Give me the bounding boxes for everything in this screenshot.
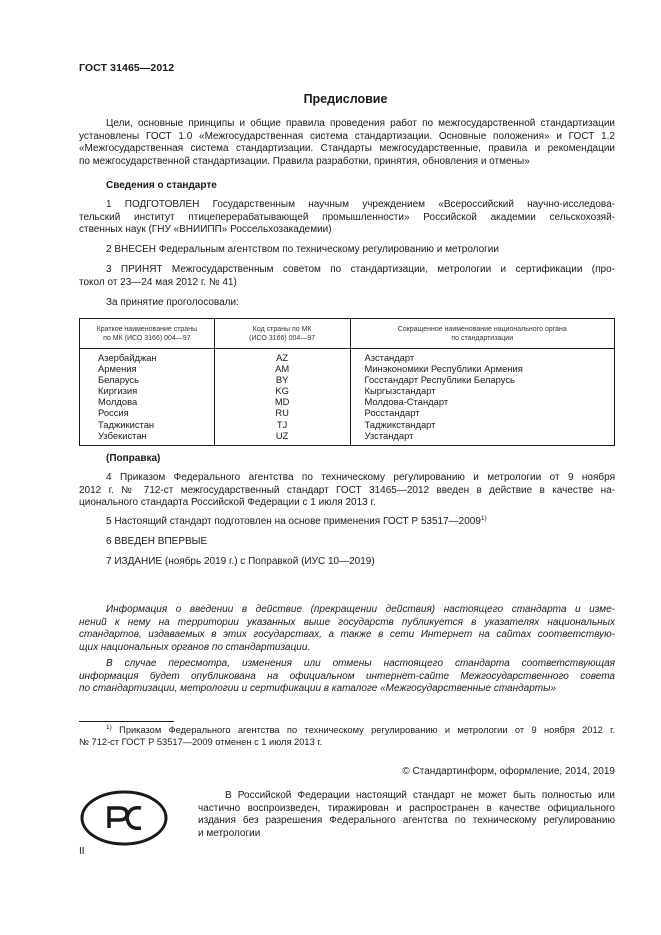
body-column — [351, 349, 616, 445]
intro-line: установлены ГОСТ 1.0 «Межгосударственная система стандартизации. Основные положения» и ГОСТ 1.2 — [79, 130, 615, 142]
country-name: Таджикистан — [98, 418, 155, 430]
item-3 — [79, 264, 615, 289]
notice-line: издания без разрешения Федерального агентства по техническому регулированию — [198, 815, 615, 827]
code-column — [215, 349, 351, 445]
info-line: стандартов, издаваемых в этих государствах, а также в сети Интернет на сайтах соответствую- — [79, 629, 615, 641]
header-body — [351, 319, 616, 348]
header-text: (ИСО 3166) 004—97 — [249, 334, 316, 342]
item-1 — [79, 199, 615, 237]
footnote-marker: 1) — [106, 724, 112, 731]
page-number: II — [79, 846, 85, 857]
header-text: по стандартизации — [451, 334, 514, 342]
item-3-line: токол от 23—24 мая 2012 г. № 41) — [79, 276, 237, 288]
item-4 — [79, 472, 615, 510]
standards-body-name: Кыргызстандарт — [364, 385, 436, 397]
intro-paragraph — [79, 118, 615, 168]
intro-line: по межгосударственной стандартизации. Правила разработки, принятия, обновления и отмены» — [79, 155, 530, 167]
country-code: MD — [274, 396, 290, 408]
country-code: UZ — [275, 429, 289, 441]
item-5-text: 5 Настоящий стандарт подготовлен на основе применения ГОСТ Р 53517—2009 — [106, 516, 481, 527]
info-heading: Сведения о стандарте — [106, 180, 217, 191]
info-block-2 — [79, 658, 615, 696]
country-code: KG — [275, 385, 289, 397]
info-line: информация будет опубликована на официальном интернет-сайте Межгосударственного совета — [79, 670, 615, 682]
info-line: Информация о введении в действие (прекращении действия) настоящего стандарта и изме- — [106, 604, 615, 615]
intro-line: Цели, основные принципы и общие правила проведения работ по межгосударственной стандартизации — [106, 118, 615, 129]
header-text: по МК (ИСО 3166) 004—97 — [103, 334, 191, 342]
notice-line: и метрологии — [198, 827, 261, 839]
country-code: TJ — [276, 418, 288, 430]
intro-line: «Межгосударственная система стандартизации. Стандарты межгосударственные, правила и рекомендации — [79, 143, 615, 155]
notice-line: частично воспроизведен, тиражирован и распространен в качестве официального — [198, 802, 615, 814]
item-4-line: 2012 г. № 712-ст межгосударственный стандарт ГОСТ 31465—2012 введен в действие в качестве на- — [79, 484, 615, 496]
copyright-notice — [198, 790, 615, 840]
notice-line: В Российской Федерации настоящий стандарт не может быть полностью или — [225, 790, 615, 801]
info-block-1 — [79, 604, 615, 654]
item-4-line: ционального стандарта Российской Федерации с 1 июля 2013 г. — [79, 497, 376, 509]
item-4-line: 4 Приказом Федерального агентства по техническому регулированию и метрологии от 9 ноября — [106, 472, 615, 483]
item-3-line: 3 ПРИНЯТ Межгосударственным советом по стандартизации, метрологии и сертификации (про- — [106, 264, 615, 275]
country-code: AM — [275, 363, 290, 375]
header-text: Код страны по МК — [252, 325, 312, 333]
info-line: щих национальных органов по стандартизации. — [79, 641, 311, 653]
table-header — [80, 319, 615, 349]
member-states-table — [79, 318, 615, 446]
info-line: по стандартизации, метрологии и сертификации в каталоге «Межгосударственные стандарты» — [79, 683, 557, 695]
item-2: 2 ВНЕСЕН Федеральным агентством по техническому регулированию и метрологии — [106, 244, 499, 255]
footnote-line — [79, 725, 615, 737]
info-line: В случае пересмотра, изменения или отмены настоящего стандарта соответствующая — [106, 658, 615, 669]
item-1-line: 1 ПОДГОТОВЛЕН Государственным научным учреждением «Всероссийский научно-исследова- — [106, 199, 615, 210]
country-code: RU — [275, 407, 289, 419]
footnote-ref: 1) — [480, 515, 487, 522]
header-country — [80, 319, 215, 348]
footnote — [79, 725, 615, 749]
country-column — [80, 349, 215, 445]
standards-body-name: Таджикстандарт — [364, 418, 436, 430]
footnote-divider — [79, 721, 174, 722]
copyright: © Стандартинформ, оформление, 2014, 2019 — [402, 766, 615, 777]
standards-body-name: Узстандарт — [364, 429, 414, 441]
rst-certification-mark-icon — [79, 790, 169, 846]
country-name: Киргизия — [98, 385, 138, 397]
header-code — [215, 319, 351, 348]
standards-body-name: Минэкономики Республики Армения — [364, 363, 523, 375]
amendment-label: (Поправка) — [106, 453, 161, 464]
standards-body-name: Молдова-Стандарт — [364, 396, 449, 408]
country-name: Армения — [98, 363, 137, 375]
country-name: Азербайджан — [98, 352, 157, 363]
standards-body-name: Госстандарт Республики Беларусь — [364, 374, 515, 386]
page-title: Предисловие — [303, 92, 388, 106]
document-header: ГОСТ 31465—2012 — [79, 62, 175, 74]
voted-label: За принятие проголосовали: — [106, 297, 239, 308]
item-7: 7 ИЗДАНИЕ (ноябрь 2019 г.) с Поправкой (ИУС 10—2019) — [106, 556, 375, 567]
item-1-line: тельский институт птицеперерабатывающей промышленности» Российской академии сельскохозяй- — [79, 211, 615, 223]
country-name: Узбекистан — [98, 429, 147, 441]
standards-body-name: Азстандарт — [364, 352, 415, 363]
table-body — [80, 349, 615, 446]
standards-body-name: Росстандарт — [364, 407, 420, 419]
item-5 — [106, 516, 642, 529]
info-line: нений к нему на территории указанных выше государств публикуется в указателях национальных — [79, 616, 615, 628]
country-code: AZ — [276, 352, 289, 363]
header-text: Краткое наименование страны — [96, 325, 198, 333]
country-name: Беларусь — [98, 374, 140, 386]
footnote-text: Приказом Федерального агентства по техническому регулированию и метрологии от 9 ноября 2012 г. — [119, 725, 615, 735]
country-code: BY — [275, 374, 289, 386]
country-name: Россия — [98, 407, 129, 419]
footnote-line: № 712-ст ГОСТ Р 53517—2009 отменен с 1 июля 2013 г. — [79, 736, 323, 747]
item-6: 6 ВВЕДЕН ВПЕРВЫЕ — [106, 536, 208, 547]
country-name: Молдова — [98, 396, 138, 408]
header-text: Сокращенное наименование национального органа — [397, 325, 567, 333]
item-1-line: ственных наук (ГНУ «ВНИИПП» Россельхозакадемии) — [79, 224, 332, 236]
